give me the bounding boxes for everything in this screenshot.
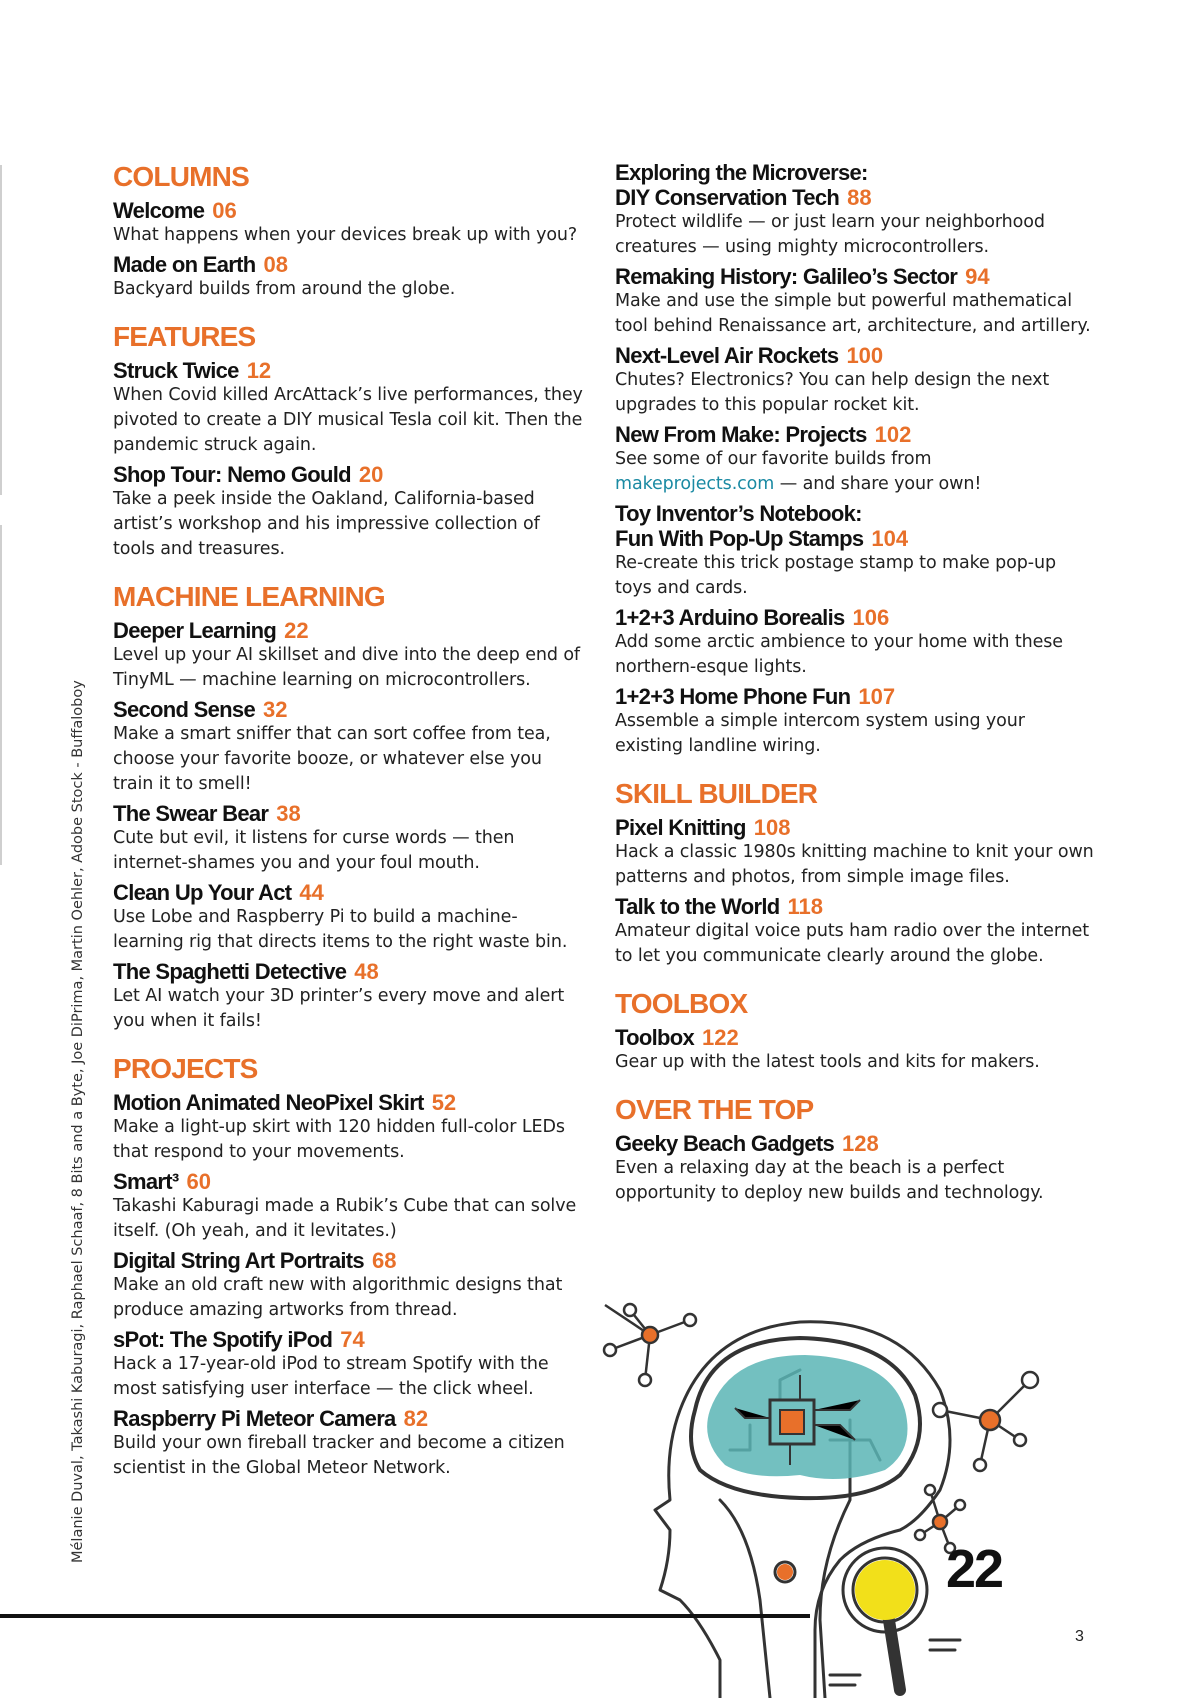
entry-description: Make and use the simple but powerful mathematical tool behind Renaissance art, architecture, and artillery. — [615, 291, 1091, 336]
entry-title: Smart³ — [113, 1169, 179, 1194]
entry-page: 88 — [847, 185, 872, 210]
toc-entry[interactable] — [113, 252, 583, 302]
entry-title: Struck Twice — [113, 358, 239, 383]
entry-description: Take a peek inside the Oakland, California-based artist’s workshop and his impressive collection of tools and treasures. — [113, 489, 540, 559]
entry-title-line1: Toy Inventor’s Notebook: — [615, 501, 862, 526]
toc-entry[interactable] — [615, 501, 1095, 601]
entry-description: Chutes? Electronics? You can help design the next upgrades to this popular rocket kit. — [615, 370, 1050, 415]
entry-page: 08 — [263, 252, 288, 277]
section-heading-skill-builder: SKILL BUILDER — [615, 778, 818, 809]
entry-page: 94 — [965, 264, 990, 289]
toc-entry[interactable] — [113, 198, 583, 248]
toc-entry[interactable] — [615, 1131, 1095, 1206]
entry-page: 82 — [403, 1406, 429, 1431]
entry-page: 44 — [299, 880, 324, 905]
illustration-page-number: 22 — [946, 1539, 1003, 1599]
toc-entry[interactable] — [113, 801, 583, 876]
entry-description-text: — and share your own! — [774, 474, 982, 494]
entry-page: 20 — [358, 462, 384, 487]
entry-page: 48 — [354, 959, 379, 984]
toc-entry[interactable] — [113, 1090, 583, 1165]
entry-page: 52 — [431, 1090, 457, 1115]
entry-description: Level up your AI skillset and dive into the deep end of TinyML — machine learning on microcontrollers. — [113, 645, 580, 690]
entry-page: 118 — [787, 894, 824, 919]
section-heading-features: FEATURES — [113, 321, 256, 352]
entry-description: Re-create this trick postage stamp to make pop-up toys and cards. — [615, 553, 1056, 598]
entry-description: Let AI watch your 3D printer’s every move and alert you when it fails! — [113, 986, 565, 1031]
bottom-rule — [0, 1614, 810, 1618]
entry-page: 106 — [852, 605, 890, 630]
entry-title: Digital String Art Portraits — [113, 1248, 364, 1273]
entry-page: 22 — [284, 618, 309, 643]
entry-title: sPot: The Spotify iPod — [113, 1327, 333, 1352]
entry-description: Takashi Kaburagi made a Rubik’s Cube that can solve itself. (Oh yeah, and it levitates.) — [113, 1196, 577, 1241]
entry-title: Second Sense — [113, 697, 255, 722]
entry-description: Backyard builds from around the globe. — [113, 279, 456, 299]
entry-title: Geeky Beach Gadgets — [615, 1131, 835, 1156]
entry-description: Even a relaxing day at the beach is a perfect opportunity to deploy new builds and technology. — [615, 1158, 1044, 1203]
toc-entry[interactable] — [615, 264, 1095, 339]
entry-title-line1: Exploring the Microverse: — [615, 160, 868, 185]
entry-page: 108 — [753, 815, 791, 840]
section-heading-over-the-top: OVER THE TOP — [615, 1094, 814, 1125]
section-heading-toolbox: TOOLBOX — [615, 988, 748, 1019]
entry-title: DIY Conservation Tech — [615, 185, 840, 210]
margin-rule — [0, 525, 2, 865]
toc-entry[interactable] — [615, 343, 1095, 418]
entry-description: What happens when your devices break up with you? — [113, 225, 578, 245]
entry-title: New From Make: Projects — [615, 422, 867, 447]
entry-title: Pixel Knitting — [615, 815, 746, 840]
entry-page: 74 — [340, 1327, 365, 1352]
entry-page: 107 — [858, 684, 896, 709]
toc-entry[interactable] — [113, 358, 583, 458]
entry-title: Raspberry Pi Meteor Camera — [113, 1406, 396, 1431]
entry-description: Hack a 17-year-old iPod to stream Spotify with the most satisfying user interface — the click wheel. — [113, 1354, 549, 1399]
entry-title: Welcome — [113, 198, 205, 223]
entry-page: 128 — [842, 1131, 879, 1156]
entry-description: Protect wildlife — or just learn your neighborhood creatures — using mighty microcontrollers. — [615, 212, 1045, 257]
toc-entry[interactable] — [615, 894, 1095, 969]
page-number: 3 — [1075, 1628, 1084, 1645]
section-heading-projects: PROJECTS — [113, 1053, 258, 1084]
entry-description: Use Lobe and Raspberry Pi to build a machine-learning rig that directs items to the right waste bin. — [113, 907, 568, 952]
toc-entry[interactable] — [615, 605, 1095, 680]
toc-entry[interactable] — [615, 815, 1095, 890]
toc-entry[interactable] — [615, 684, 1095, 759]
entry-title: Toolbox — [615, 1025, 695, 1050]
entry-title: Deeper Learning — [113, 618, 277, 643]
entry-title: Shop Tour: Nemo Gould — [113, 462, 351, 487]
entry-title: Fun With Pop-Up Stamps — [615, 526, 864, 551]
section-heading-machine-learning: MACHINE LEARNING — [113, 581, 385, 612]
entry-description: Add some arctic ambience to your home with these northern-esque lights. — [615, 632, 1063, 677]
entry-page: 12 — [246, 358, 272, 383]
toc-entry[interactable] — [615, 1025, 1095, 1075]
entry-description: Make a smart sniffer that can sort coffee from tea, choose your favorite booze, or whatever else you train it to smell! — [113, 724, 551, 794]
entry-page: 60 — [186, 1169, 211, 1194]
toc-entry[interactable] — [113, 1327, 583, 1402]
toc-right-column — [615, 160, 1095, 1206]
entry-page: 122 — [702, 1025, 739, 1050]
toc-left-column — [113, 160, 583, 1481]
entry-page: 104 — [871, 526, 909, 551]
entry-description: When Covid killed ArcAttack’s live performances, they pivoted to create a DIY musical Tesla coil kit. Then the pandemic struck again. — [113, 385, 583, 455]
toc-entry[interactable] — [113, 1248, 583, 1323]
toc-entry[interactable] — [113, 462, 583, 562]
entry-description: Make an old craft new with algorithmic designs that produce amazing artworks from thread. — [113, 1275, 563, 1320]
entry-description: Amateur digital voice puts ham radio over the internet to let you communicate clearly around the globe. — [615, 921, 1090, 966]
toc-entry[interactable] — [615, 422, 1095, 497]
entry-page: 100 — [846, 343, 884, 368]
entry-title: Next-Level Air Rockets — [615, 343, 839, 368]
entry-description-text: See some of our favorite builds from — [615, 449, 932, 469]
entry-title: Clean Up Your Act — [113, 880, 292, 905]
entry-title: Remaking History: Galileo’s Sector — [615, 264, 958, 289]
entry-title: Motion Animated NeoPixel Skirt — [113, 1090, 424, 1115]
toc-entry[interactable] — [113, 959, 583, 1034]
entry-title: 1+2+3 Arduino Borealis — [615, 605, 845, 630]
entry-page: 102 — [874, 422, 912, 447]
toc-entry[interactable] — [113, 618, 583, 693]
entry-description: Assemble a simple intercom system using your existing landline wiring. — [615, 711, 1025, 756]
entry-description — [615, 447, 1095, 497]
entry-description: Make a light-up skirt with 120 hidden full-color LEDs that respond to your movements. — [113, 1117, 565, 1162]
entry-description: Cute but evil, it listens for curse words — then internet-shames you and your foul mouth. — [113, 828, 515, 873]
entry-description: Hack a classic 1980s knitting machine to knit your own patterns and photos, from simple image files. — [615, 842, 1094, 887]
photo-credit: Mélanie Duval, Takashi Kaburagi, Raphael Schaaf, 8 Bits and a Byte, Joe DiPrima, Martin Oehler, Adobe Stock - Buffaloboy — [70, 680, 86, 1563]
makeprojects-link[interactable]: makeprojects.com — [615, 474, 775, 494]
entry-page: 06 — [212, 198, 237, 223]
toc-entry[interactable] — [113, 1406, 583, 1481]
entry-title: The Spaghetti Detective — [113, 959, 347, 984]
toc-entry[interactable] — [113, 1169, 583, 1244]
margin-rule — [0, 165, 2, 495]
entry-description: Build your own fireball tracker and become a citizen scientist in the Global Meteor Network. — [113, 1433, 565, 1478]
entry-page: 32 — [263, 697, 288, 722]
entry-title: Talk to the World — [615, 894, 780, 919]
toc-entry[interactable] — [615, 160, 1095, 260]
entry-title: Made on Earth — [113, 252, 256, 277]
entry-title: The Swear Bear — [113, 801, 269, 826]
entry-description: Gear up with the latest tools and kits for makers. — [615, 1052, 1040, 1072]
entry-page: 38 — [276, 801, 301, 826]
toc-entry[interactable] — [113, 697, 583, 797]
entry-page: 68 — [371, 1248, 397, 1273]
entry-title: 1+2+3 Home Phone Fun — [615, 684, 851, 709]
section-heading-columns: COLUMNS — [113, 161, 249, 192]
toc-entry[interactable] — [113, 880, 583, 955]
